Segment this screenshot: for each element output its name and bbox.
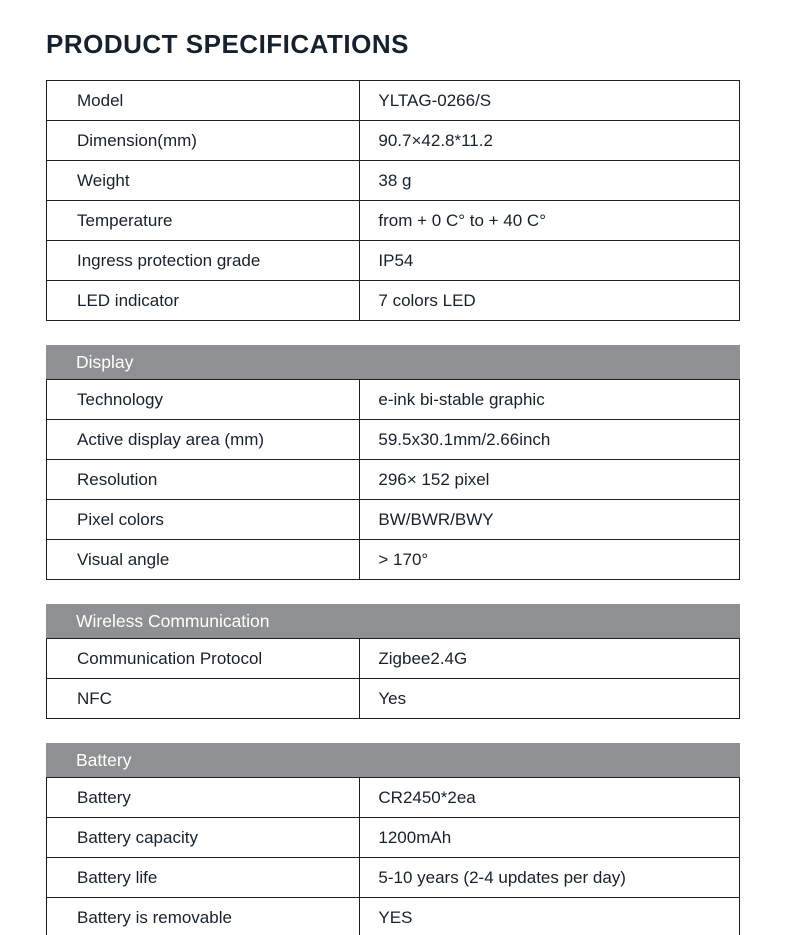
spec-value: 7 colors LED bbox=[360, 281, 740, 321]
section-header: Battery bbox=[46, 743, 740, 777]
spec-label: LED indicator bbox=[47, 281, 360, 321]
spec-value: > 170° bbox=[360, 540, 740, 580]
spec-value: from + 0 C° to + 40 C° bbox=[360, 201, 740, 241]
table-row bbox=[47, 420, 740, 460]
spec-value: 38 g bbox=[360, 161, 740, 201]
spec-table bbox=[46, 777, 740, 935]
table-row bbox=[47, 818, 740, 858]
spec-label: Dimension(mm) bbox=[47, 121, 360, 161]
spec-table bbox=[46, 638, 740, 719]
spec-value: YES bbox=[360, 898, 740, 935]
section-header: Display bbox=[46, 345, 740, 379]
spec-value: e-ink bi-stable graphic bbox=[360, 380, 740, 420]
table-row bbox=[47, 898, 740, 935]
table-row bbox=[47, 241, 740, 281]
spec-value: YLTAG-0266/S bbox=[360, 81, 740, 121]
spec-value: Zigbee2.4G bbox=[360, 639, 740, 679]
spec-label: Communication Protocol bbox=[47, 639, 360, 679]
table-row bbox=[47, 639, 740, 679]
table-row bbox=[47, 380, 740, 420]
spec-value: 296× 152 pixel bbox=[360, 460, 740, 500]
spec-label: NFC bbox=[47, 679, 360, 719]
table-row bbox=[47, 778, 740, 818]
table-row bbox=[47, 679, 740, 719]
table-row bbox=[47, 500, 740, 540]
spec-value: IP54 bbox=[360, 241, 740, 281]
spec-label: Temperature bbox=[47, 201, 360, 241]
section-header: Wireless Communication bbox=[46, 604, 740, 638]
table-row bbox=[47, 460, 740, 500]
spec-table bbox=[46, 379, 740, 580]
spec-label: Battery bbox=[47, 778, 360, 818]
table-row bbox=[47, 858, 740, 898]
spec-value: BW/BWR/BWY bbox=[360, 500, 740, 540]
spec-value: CR2450*2ea bbox=[360, 778, 740, 818]
table-row bbox=[47, 540, 740, 580]
spec-label: Weight bbox=[47, 161, 360, 201]
table-row bbox=[47, 121, 740, 161]
spec-label: Battery is removable bbox=[47, 898, 360, 935]
table-row bbox=[47, 281, 740, 321]
spec-label: Pixel colors bbox=[47, 500, 360, 540]
spec-section-display bbox=[46, 345, 740, 580]
table-row bbox=[47, 81, 740, 121]
spec-label: Technology bbox=[47, 380, 360, 420]
spec-label: Battery capacity bbox=[47, 818, 360, 858]
spec-section-wireless-communication bbox=[46, 604, 740, 719]
spec-label: Ingress protection grade bbox=[47, 241, 360, 281]
page-title: PRODUCT SPECIFICATIONS bbox=[46, 29, 409, 59]
spec-value: Yes bbox=[360, 679, 740, 719]
spec-table bbox=[46, 80, 740, 321]
spec-label: Resolution bbox=[47, 460, 360, 500]
spec-value: 5-10 years (2-4 updates per day) bbox=[360, 858, 740, 898]
spec-label: Model bbox=[47, 81, 360, 121]
spec-section-battery bbox=[46, 743, 740, 935]
spec-label: Visual angle bbox=[47, 540, 360, 580]
spec-value: 90.7×42.8*11.2 bbox=[360, 121, 740, 161]
table-row bbox=[47, 161, 740, 201]
spec-value: 59.5x30.1mm/2.66inch bbox=[360, 420, 740, 460]
spec-label: Active display area (mm) bbox=[47, 420, 360, 460]
spec-tables bbox=[46, 80, 740, 935]
table-row bbox=[47, 201, 740, 241]
spec-value: 1200mAh bbox=[360, 818, 740, 858]
spec-section-general bbox=[46, 80, 740, 321]
spec-label: Battery life bbox=[47, 858, 360, 898]
